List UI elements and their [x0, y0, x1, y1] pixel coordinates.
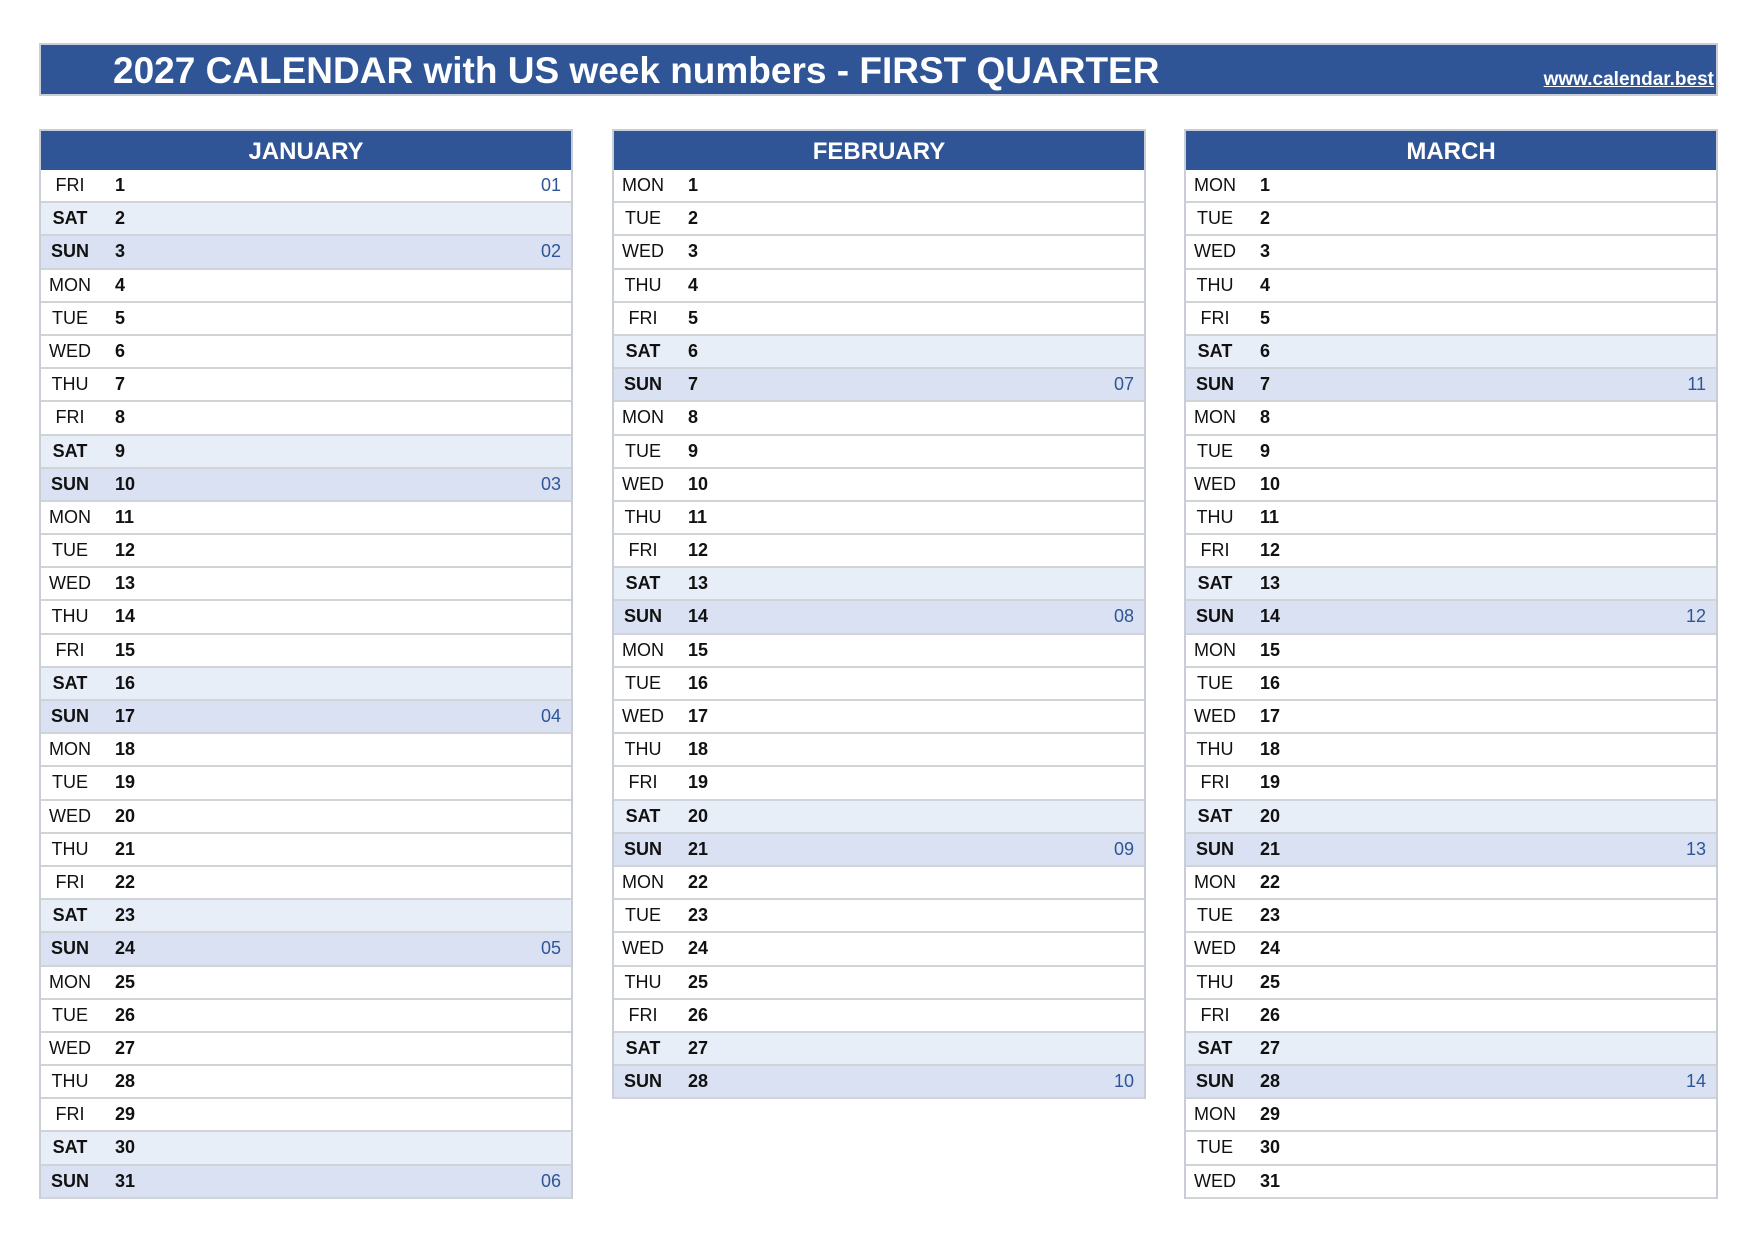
- weekday-label: FRI: [55, 871, 85, 892]
- day-number: 9: [688, 440, 699, 461]
- day-row: [1186, 568, 1716, 601]
- weekday-label: FRI: [1200, 1004, 1230, 1025]
- week-number: 13: [1685, 838, 1706, 859]
- week-number: 12: [1685, 606, 1706, 627]
- day-number: 4: [688, 274, 699, 295]
- day-row: [41, 170, 571, 203]
- weekday-label: FRI: [55, 1104, 85, 1125]
- weekday-label: TUE: [1197, 1137, 1233, 1158]
- day-row: [41, 203, 571, 236]
- day-row: [614, 236, 1144, 269]
- week-number: 10: [1113, 1071, 1134, 1092]
- day-list: [1184, 170, 1718, 1199]
- day-row: [614, 668, 1144, 701]
- day-number: 2: [1260, 208, 1271, 229]
- day-row: [41, 801, 571, 834]
- day-number: 21: [1260, 838, 1281, 859]
- week-number: 05: [540, 938, 561, 959]
- day-number: 1: [115, 175, 126, 195]
- day-number: 10: [688, 473, 709, 494]
- weekday-label: THU: [51, 606, 89, 627]
- day-row: [1186, 236, 1716, 269]
- day-number: 24: [115, 938, 136, 959]
- day-number: 29: [115, 1104, 136, 1125]
- day-row: [41, 369, 571, 402]
- day-row: [1186, 535, 1716, 568]
- day-number: 19: [115, 772, 136, 793]
- day-row: [614, 436, 1144, 469]
- day-number: 20: [1260, 805, 1281, 826]
- day-number: 13: [1260, 573, 1281, 594]
- day-row: [1186, 1000, 1716, 1033]
- week-number: 04: [540, 706, 561, 726]
- day-row: [1186, 502, 1716, 535]
- day-number: 26: [688, 1004, 709, 1025]
- day-number: 25: [1260, 971, 1281, 992]
- day-row: [1186, 203, 1716, 236]
- day-row: [614, 469, 1144, 502]
- day-row: [41, 1166, 571, 1199]
- weekday-label: SUN: [623, 374, 662, 395]
- weekday-label: WED: [1194, 938, 1236, 959]
- day-row: [41, 502, 571, 535]
- weekday-label: MON: [622, 871, 664, 892]
- day-number: 23: [1260, 905, 1281, 926]
- day-number: 4: [115, 274, 126, 295]
- day-number: 9: [115, 440, 126, 461]
- day-row: [1186, 933, 1716, 966]
- weekday-label: TUE: [1197, 440, 1233, 461]
- day-row: [614, 170, 1144, 203]
- week-number: 08: [1113, 606, 1134, 627]
- weekday-label: TUE: [52, 772, 88, 793]
- weekday-label: MON: [1194, 639, 1236, 660]
- day-list: [612, 170, 1146, 1099]
- day-number: 30: [115, 1137, 136, 1158]
- day-number: 25: [115, 971, 136, 992]
- weekday-label: FRI: [55, 639, 85, 660]
- day-row: [614, 369, 1144, 402]
- day-number: 15: [1260, 639, 1281, 660]
- weekday-label: WED: [622, 241, 664, 262]
- day-number: 28: [1260, 1071, 1281, 1092]
- weekday-label: MON: [1194, 1104, 1236, 1125]
- day-row: [1186, 834, 1716, 867]
- day-row: [1186, 701, 1716, 734]
- weekday-label: SAT: [52, 905, 88, 926]
- day-row: [1186, 668, 1716, 701]
- weekday-label: MON: [622, 175, 664, 195]
- weekday-label: SUN: [623, 838, 662, 859]
- day-number: 11: [1260, 506, 1280, 527]
- day-number: 1: [1260, 175, 1271, 195]
- weekday-label: WED: [622, 706, 664, 726]
- day-row: [1186, 1132, 1716, 1165]
- day-row: [41, 767, 571, 800]
- weekday-label: SUN: [50, 938, 89, 959]
- weekday-label: FRI: [628, 772, 658, 793]
- month-header: JANUARY: [39, 129, 573, 170]
- month-header: MARCH: [1184, 129, 1718, 170]
- weekday-label: WED: [622, 473, 664, 494]
- week-number: 03: [540, 473, 561, 494]
- day-number: 28: [688, 1071, 709, 1092]
- day-row: [1186, 469, 1716, 502]
- day-row: [1186, 867, 1716, 900]
- day-row: [41, 303, 571, 336]
- day-row: [614, 336, 1144, 369]
- day-number: 5: [115, 307, 126, 328]
- weekday-label: FRI: [55, 407, 85, 428]
- day-number: 23: [115, 905, 136, 926]
- day-row: [1186, 303, 1716, 336]
- day-number: 27: [1260, 1037, 1281, 1058]
- weekday-label: SAT: [625, 1037, 661, 1058]
- day-row: [614, 1000, 1144, 1033]
- day-number: 11: [115, 506, 135, 527]
- day-row: [1186, 1166, 1716, 1199]
- month-february: [612, 129, 1146, 1099]
- day-row: [1186, 635, 1716, 668]
- day-number: 31: [115, 1170, 136, 1191]
- day-row: [614, 967, 1144, 1000]
- day-row: [614, 900, 1144, 933]
- day-row: [41, 933, 571, 966]
- day-number: 3: [1260, 241, 1271, 262]
- day-row: [1186, 369, 1716, 402]
- weekday-label: SAT: [625, 805, 661, 826]
- day-number: 22: [1260, 871, 1281, 892]
- weekday-label: SAT: [1197, 573, 1233, 594]
- weekday-label: MON: [49, 274, 91, 295]
- weekday-label: TUE: [52, 540, 88, 561]
- weekday-label: SUN: [50, 706, 89, 726]
- day-number: 6: [1260, 340, 1271, 361]
- weekday-label: THU: [624, 739, 662, 760]
- day-number: 12: [115, 540, 136, 561]
- weekday-label: WED: [49, 805, 91, 826]
- weekday-label: SAT: [52, 672, 88, 693]
- day-number: 6: [115, 340, 126, 361]
- weekday-label: WED: [622, 938, 664, 959]
- week-number: 02: [540, 241, 561, 262]
- week-number: 07: [1113, 374, 1134, 395]
- day-row: [1186, 967, 1716, 1000]
- day-row: [614, 767, 1144, 800]
- day-row: [1186, 734, 1716, 767]
- weekday-label: THU: [1196, 971, 1234, 992]
- weekday-label: WED: [1194, 473, 1236, 494]
- day-number: 17: [115, 706, 136, 726]
- day-row: [41, 402, 571, 435]
- day-number: 17: [1260, 706, 1281, 726]
- weekday-label: WED: [49, 573, 91, 594]
- day-number: 26: [115, 1004, 136, 1025]
- day-row: [614, 635, 1144, 668]
- day-row: [614, 1033, 1144, 1066]
- day-number: 4: [1260, 274, 1271, 295]
- weekday-label: TUE: [625, 440, 661, 461]
- day-number: 2: [115, 208, 126, 229]
- weekday-label: WED: [1194, 1170, 1236, 1191]
- week-number: 06: [540, 1170, 561, 1191]
- weekday-label: MON: [49, 506, 91, 527]
- weekday-label: TUE: [1197, 672, 1233, 693]
- day-number: 18: [688, 739, 709, 760]
- weekday-label: SUN: [1195, 838, 1234, 859]
- day-number: 12: [1260, 540, 1281, 561]
- day-list: [39, 170, 573, 1199]
- weekday-label: SAT: [52, 440, 88, 461]
- weekday-label: THU: [1196, 739, 1234, 760]
- week-number: 14: [1685, 1071, 1706, 1092]
- day-row: [1186, 336, 1716, 369]
- weekday-label: WED: [1194, 706, 1236, 726]
- day-row: [1186, 900, 1716, 933]
- month-january: [39, 129, 573, 1199]
- weekday-label: TUE: [52, 307, 88, 328]
- day-row: [41, 336, 571, 369]
- day-row: [614, 734, 1144, 767]
- weekday-label: TUE: [625, 208, 661, 229]
- day-number: 7: [688, 374, 699, 395]
- weekday-label: FRI: [1200, 307, 1230, 328]
- weekday-label: SUN: [50, 241, 89, 262]
- day-number: 29: [1260, 1104, 1281, 1125]
- day-number: 10: [1260, 473, 1281, 494]
- day-row: [1186, 170, 1716, 203]
- day-number: 19: [688, 772, 709, 793]
- weekday-label: SAT: [625, 573, 661, 594]
- week-number: 09: [1113, 838, 1134, 859]
- weekday-label: SUN: [623, 606, 662, 627]
- day-number: 30: [1260, 1137, 1281, 1158]
- day-row: [41, 535, 571, 568]
- day-number: 16: [688, 672, 709, 693]
- day-row: [1186, 767, 1716, 800]
- day-number: 17: [688, 706, 709, 726]
- day-number: 20: [115, 805, 136, 826]
- weekday-label: WED: [49, 1037, 91, 1058]
- weekday-label: THU: [1196, 506, 1234, 527]
- day-row: [41, 270, 571, 303]
- day-number: 8: [688, 407, 699, 428]
- day-row: [614, 601, 1144, 634]
- weekday-label: THU: [51, 838, 89, 859]
- day-row: [41, 1066, 571, 1099]
- day-row: [1186, 1033, 1716, 1066]
- day-number: 20: [688, 805, 709, 826]
- weekday-label: MON: [49, 971, 91, 992]
- weekday-label: MON: [49, 739, 91, 760]
- weekday-label: THU: [624, 506, 662, 527]
- weekday-label: WED: [49, 340, 91, 361]
- day-row: [614, 701, 1144, 734]
- day-number: 7: [1260, 374, 1271, 395]
- weekday-label: MON: [622, 639, 664, 660]
- day-row: [41, 236, 571, 269]
- day-number: 14: [688, 606, 709, 627]
- weekday-label: SAT: [52, 208, 88, 229]
- day-number: 15: [688, 639, 709, 660]
- day-number: 1: [688, 175, 699, 195]
- day-row: [1186, 1099, 1716, 1132]
- day-row: [1186, 1066, 1716, 1099]
- week-number: 01: [540, 175, 561, 195]
- weekday-label: SAT: [625, 340, 661, 361]
- weekday-label: SUN: [623, 1071, 662, 1092]
- month-header: FEBRUARY: [612, 129, 1146, 170]
- day-number: 31: [1260, 1170, 1281, 1191]
- weekday-label: SUN: [1195, 374, 1234, 395]
- weekday-label: MON: [1194, 407, 1236, 428]
- day-row: [1186, 801, 1716, 834]
- weekday-label: THU: [624, 274, 662, 295]
- weekday-label: FRI: [1200, 772, 1230, 793]
- day-number: 22: [688, 871, 709, 892]
- day-row: [614, 933, 1144, 966]
- day-number: 22: [115, 871, 136, 892]
- day-number: 28: [115, 1071, 136, 1092]
- day-number: 26: [1260, 1004, 1281, 1025]
- day-number: 6: [688, 340, 699, 361]
- day-row: [41, 568, 571, 601]
- weekday-label: SUN: [50, 1170, 89, 1191]
- day-row: [41, 1099, 571, 1132]
- weekday-label: SUN: [1195, 606, 1234, 627]
- weekday-label: TUE: [625, 672, 661, 693]
- weekday-label: MON: [622, 407, 664, 428]
- day-number: 3: [688, 241, 699, 262]
- day-row: [41, 967, 571, 1000]
- day-row: [614, 535, 1144, 568]
- day-number: 27: [688, 1037, 709, 1058]
- day-row: [614, 303, 1144, 336]
- day-row: [41, 1132, 571, 1165]
- day-number: 27: [115, 1037, 136, 1058]
- day-number: 16: [115, 672, 136, 693]
- title-banner: [39, 43, 1718, 96]
- day-number: 21: [115, 838, 136, 859]
- day-number: 15: [115, 639, 136, 660]
- weekday-label: FRI: [628, 1004, 658, 1025]
- weekday-label: SAT: [1197, 1037, 1233, 1058]
- weekday-label: SUN: [1195, 1071, 1234, 1092]
- day-number: 21: [688, 838, 709, 859]
- day-number: 11: [688, 506, 708, 527]
- weekday-label: SUN: [50, 473, 89, 494]
- day-number: 9: [1260, 440, 1271, 461]
- week-number: 11: [1687, 374, 1706, 395]
- day-row: [41, 701, 571, 734]
- day-row: [614, 1066, 1144, 1099]
- weekday-label: FRI: [1200, 540, 1230, 561]
- day-number: 7: [115, 374, 126, 395]
- weekday-label: THU: [624, 971, 662, 992]
- day-number: 19: [1260, 772, 1281, 793]
- weekday-label: WED: [1194, 241, 1236, 262]
- day-row: [614, 502, 1144, 535]
- day-number: 25: [688, 971, 709, 992]
- day-row: [41, 668, 571, 701]
- day-number: 24: [688, 938, 709, 959]
- day-row: [41, 900, 571, 933]
- weekday-label: TUE: [52, 1004, 88, 1025]
- day-row: [41, 1000, 571, 1033]
- day-row: [614, 270, 1144, 303]
- day-row: [41, 867, 571, 900]
- day-row: [41, 734, 571, 767]
- weekday-label: THU: [51, 374, 89, 395]
- day-number: 18: [115, 739, 136, 760]
- weekday-label: FRI: [628, 307, 658, 328]
- day-row: [614, 568, 1144, 601]
- day-row: [41, 436, 571, 469]
- weekday-label: TUE: [1197, 905, 1233, 926]
- day-number: 16: [1260, 672, 1281, 693]
- weekday-label: TUE: [1197, 208, 1233, 229]
- day-number: 24: [1260, 938, 1281, 959]
- weekday-label: THU: [51, 1071, 89, 1092]
- month-march: [1184, 129, 1718, 1199]
- weekday-label: SAT: [1197, 805, 1233, 826]
- day-number: 14: [115, 606, 136, 627]
- day-row: [614, 834, 1144, 867]
- day-row: [1186, 436, 1716, 469]
- weekday-label: FRI: [55, 175, 85, 195]
- weekday-label: MON: [1194, 871, 1236, 892]
- day-row: [614, 402, 1144, 435]
- day-row: [41, 601, 571, 634]
- day-number: 10: [115, 473, 136, 494]
- weekday-label: SAT: [52, 1137, 88, 1158]
- day-row: [41, 635, 571, 668]
- page-title: 2027 CALENDAR with US week numbers - FIRST QUARTER: [113, 50, 1160, 91]
- day-row: [41, 1033, 571, 1066]
- day-number: 12: [688, 540, 709, 561]
- day-number: 8: [115, 407, 126, 428]
- weekday-label: TUE: [625, 905, 661, 926]
- weekday-label: SAT: [1197, 340, 1233, 361]
- day-row: [614, 801, 1144, 834]
- day-row: [614, 203, 1144, 236]
- day-row: [41, 834, 571, 867]
- day-number: 5: [1260, 307, 1271, 328]
- day-number: 3: [115, 241, 126, 262]
- weekday-label: FRI: [628, 540, 658, 561]
- day-number: 23: [688, 905, 709, 926]
- day-row: [41, 469, 571, 502]
- day-number: 13: [688, 573, 709, 594]
- day-number: 18: [1260, 739, 1281, 760]
- day-number: 5: [688, 307, 699, 328]
- day-number: 13: [115, 573, 136, 594]
- day-number: 14: [1260, 606, 1281, 627]
- weekday-label: THU: [1196, 274, 1234, 295]
- website-link[interactable]: www.calendar.best: [1543, 69, 1714, 90]
- weekday-label: MON: [1194, 175, 1236, 195]
- day-row: [1186, 601, 1716, 634]
- day-number: 8: [1260, 407, 1271, 428]
- day-row: [1186, 270, 1716, 303]
- day-row: [1186, 402, 1716, 435]
- day-row: [614, 867, 1144, 900]
- day-number: 2: [688, 208, 699, 229]
